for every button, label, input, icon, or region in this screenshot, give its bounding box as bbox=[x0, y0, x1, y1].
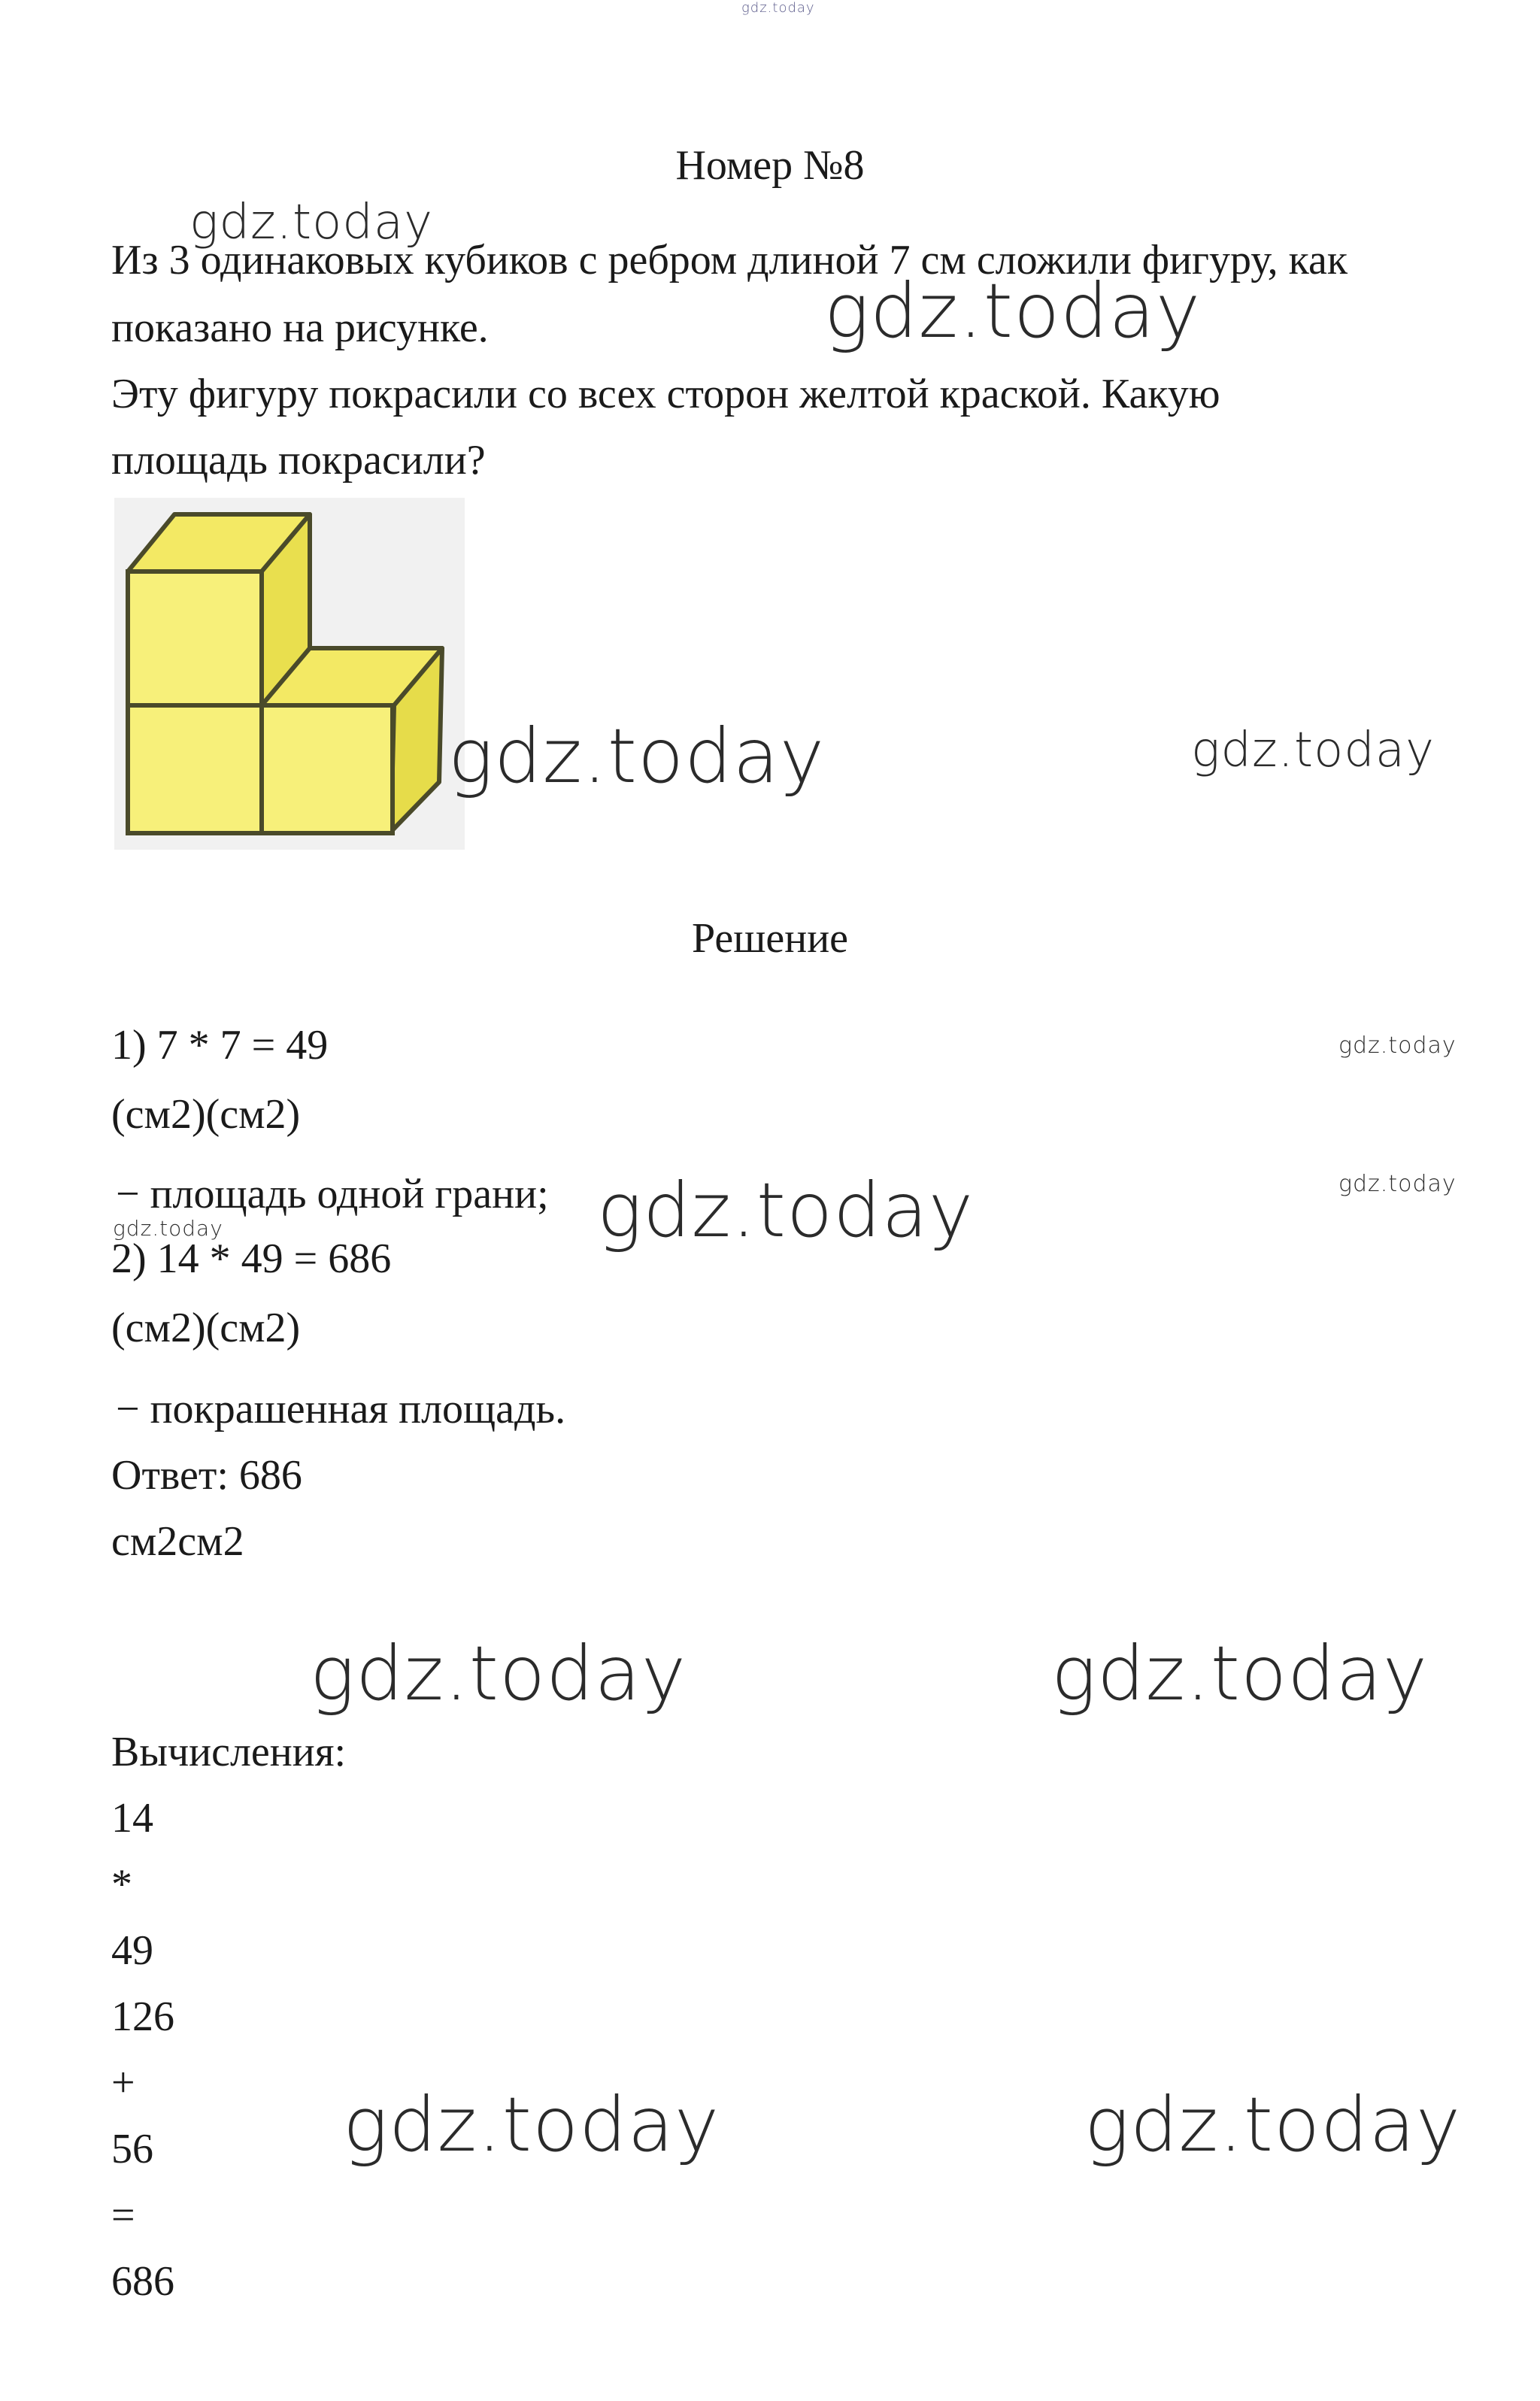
watermark: gdz.today bbox=[597, 1166, 975, 1254]
watermark: gdz.today bbox=[1191, 723, 1435, 778]
calc-line: * bbox=[111, 1861, 132, 1908]
calc-line: 49 bbox=[111, 1927, 153, 1974]
watermark: gdz.today bbox=[310, 1629, 687, 1717]
watermark: gdz.today bbox=[113, 1216, 223, 1241]
three-cubes-illustration bbox=[114, 498, 465, 850]
step-line-2: (см2)(см2) bbox=[111, 1091, 301, 1138]
watermark: gdz.today bbox=[1338, 1032, 1457, 1059]
step-line-5: (см2)(см2) bbox=[111, 1305, 301, 1351]
watermark: gdz.today bbox=[343, 2081, 720, 2169]
watermark: gdz.today bbox=[1338, 1171, 1457, 1197]
step-line-3: − площадь одной грани; bbox=[116, 1171, 549, 1217]
answer-unit: см2см2 bbox=[111, 1518, 244, 1565]
problem-line-2: показано на рисунке. bbox=[111, 305, 489, 351]
watermark: gdz.today bbox=[1051, 1629, 1429, 1717]
watermark: gdz.today bbox=[824, 267, 1202, 355]
solution-heading: Решение bbox=[691, 915, 849, 962]
problem-line-4: площадь покрасили? bbox=[111, 437, 486, 484]
calc-line: 686 bbox=[111, 2258, 174, 2305]
problem-line-3: Эту фигуру покрасили со всех сторон желтой краской. Какую bbox=[111, 371, 1220, 417]
answer-line: Ответ: 686 bbox=[111, 1452, 302, 1499]
step-line-4: 2) 14 * 49 = 686 bbox=[111, 1235, 392, 1282]
watermark: gdz.today bbox=[1084, 2081, 1462, 2169]
calc-line: 56 bbox=[111, 2126, 153, 2172]
watermark: gdz.today bbox=[741, 0, 815, 16]
calc-line: 14 bbox=[111, 1795, 153, 1842]
watermark: gdz.today bbox=[448, 712, 826, 800]
page-title: Номер №8 bbox=[675, 142, 865, 189]
calc-line: + bbox=[111, 2060, 135, 2106]
step-line-6: − покрашенная площадь. bbox=[116, 1386, 566, 1432]
step-line-1: 1) 7 * 7 = 49 bbox=[111, 1022, 329, 1069]
problem-line-1: Из 3 одинаковых кубиков с ребром длиной 7 см сложили фигуру, как bbox=[111, 237, 1348, 283]
calc-heading: Вычисления: bbox=[111, 1729, 347, 1775]
watermark: gdz.today bbox=[189, 195, 433, 250]
calc-line: 126 bbox=[111, 1993, 174, 2040]
calc-line: = bbox=[111, 2192, 135, 2239]
cube-figure-image bbox=[114, 498, 465, 850]
